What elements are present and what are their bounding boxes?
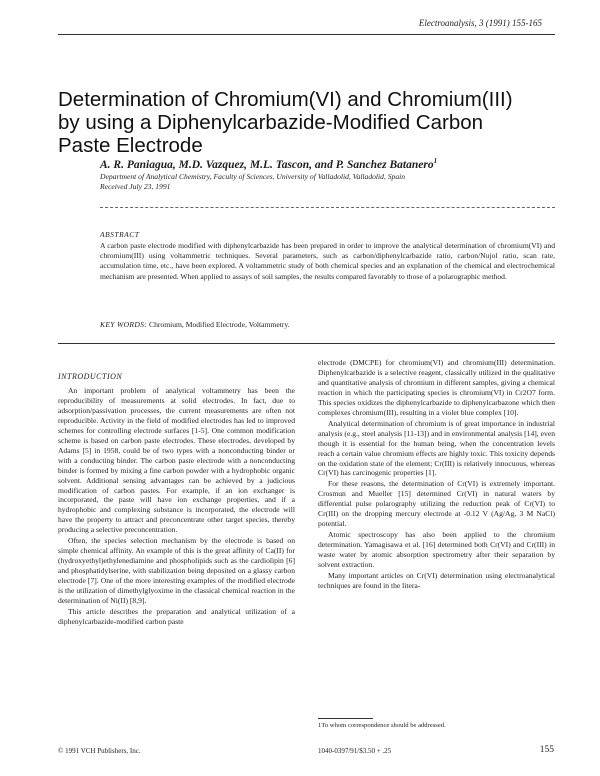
- left-column: [58, 386, 295, 627]
- section-rule: [58, 343, 555, 344]
- page-number: 155: [539, 745, 554, 755]
- paragraph: electrode (DMCPE) for chromium(VI) and chromium(III) determination. Diphenylcarbazide is a selective reagent, classically utilized in the qualitative and quantitative analysis of chromium in different samples, giving a chemical reaction in which the participating species is chromium(VI) in Cr2O7 form. This species oxidizes the diphenylcarbazide to diphenylcarbazone which then complexes chromium(III), resulting in a violet blue complex [10].: [318, 358, 555, 417]
- author-footnote-mark: 1: [433, 157, 438, 165]
- introduction-heading: INTRODUCTION: [58, 372, 123, 381]
- keywords-label: KEY WORDS:: [100, 320, 148, 329]
- copyright: © 1991 VCH Publishers, Inc.: [58, 747, 141, 755]
- keywords: [100, 320, 290, 329]
- abstract-text: A carbon paste electrode modified with diphenylcarbazide has been prepared in order to improve the analytical determination of chromium(VI) and chromium(III) using voltammetric techniques. Several parameters, such as carbon/diphenylcarbazide ratio, carbon/Nujol ratio, scan rate, accumulation time, etc., have been explored. A voltammetric study of both chemical species and an explanation of the chemical and electrochemical mechanism are presented. When applied to assays of soil samples, the results compared favorably to those of a polarographic method.: [100, 241, 555, 281]
- footnote: 1To whom correspondence should be addressed.: [318, 722, 446, 729]
- paragraph: Many important articles on Cr(VI) determination using electroanalytical techniques are found in the litera-: [318, 571, 555, 590]
- paragraph: Atomic spectroscopy has also been applied to the chromium determination. Yamagisawa et al. [16] determined both Cr(VI) and Cr(III) in waste water by atomic absorption spectrometry after their separation by solvent extraction.: [318, 530, 555, 570]
- authors: [100, 157, 437, 171]
- article-title: [58, 88, 528, 157]
- header-rule: [58, 34, 555, 35]
- paragraph: This article describes the preparation and analytical utilization of a diphenylcarbazide-modified carbon paste: [58, 606, 295, 626]
- paragraph: Often, the species selection mechanism by the electrode is based on simple chemical affinity. An example of this is the great affinity of Ca(II) for (hydroxyethyl)ethylenediamine and phospholipids such as the cardiolipin [6] and phosphatidylserine, with stabilization being deposited on a glassy carbon electrode [7]. One of the more interesting examples of the modified electrode is the utilization of dimethylglyoxime in the classical chemical reaction in the determination of Ni(II) [8,9].: [58, 536, 295, 606]
- title-line-2: by using a Diphenylcarbazide-Modified Carbon: [58, 111, 484, 134]
- right-column: [318, 358, 555, 591]
- received-date: Received July 23, 1991: [100, 182, 171, 191]
- footnote-rule: [318, 718, 373, 719]
- paragraph: For these reasons, the determination of Cr(VI) is extremely important. Crosmun and Mueller [15] determined Cr(VI) in natural waters by differential pulse polarography utilizing the reduction peak of Cr(VI) to Cr(III) on the dropping mercury electrode at -0.12 V (Ag/Ag, 3 M NaCl) potential.: [318, 479, 555, 529]
- abstract-divider: [100, 207, 555, 208]
- author-list: A. R. Paniagua, M.D. Vazquez, M.L. Tascon, and P. Sanchez Batanero: [100, 158, 434, 171]
- title-line-3: Paste Electrode: [58, 134, 203, 157]
- abstract-heading: ABSTRACT: [100, 230, 140, 239]
- issn-code: 1040-0397/91/$3.50 + .25: [318, 747, 392, 755]
- paragraph: Analytical determination of chromium is of great importance in industrial analysis (e.g., steel analysis [11-13]) and in environmental analysis [14], even though it is essential for the human being, when the concentration levels reach a certain value chromium effects are highly toxic. This toxicity depends on the oxidation state of the element; Cr(III) is relatively innocuous, whereas Cr(VI) has carcinogenic properties [1].: [318, 418, 555, 478]
- affiliation: Department of Analytical Chemistry, Faculty of Sciences, University of Valladolid, Valladolid, Spain: [100, 172, 406, 181]
- title-line-1: Determination of Chromium(VI) and Chromium(III): [58, 88, 513, 111]
- keywords-list: Chromium, Modified Electrode, Voltammetry.: [149, 320, 290, 329]
- paragraph: An important problem of analytical voltammetry has been the reproducibility of measurements at solid electrodes. In fact, due to adsorption/passivation processes, the current measurements are often not reproducible. Activity in the field of modified electrodes has led to improved schemes for controlling electrode surfaces [1-5]. One common modification scheme is based on carbon paste electrodes. These electrodes, developed by Adams [5] in 1958, could be of two types with a nonconducting binder or with a conducting binder. The carbon paste electrode with a nonconducting binder is formed by mixing a fine carbon powder with a hydrophobic organic solvent. Additional sensing advantages can be achieved by a judicious modification of carbon pastes. For example, if an ion exchanger is incorporated, the paste will have ion exchange properties, and if a hydrophobic and complexing substance is incorporated, the electrode will have the property to attract and preconcentrate other target species, thereby producing a selective preconcentration.: [58, 386, 295, 535]
- journal-citation: Electroanalysis, 3 (1991) 155-165: [418, 18, 542, 28]
